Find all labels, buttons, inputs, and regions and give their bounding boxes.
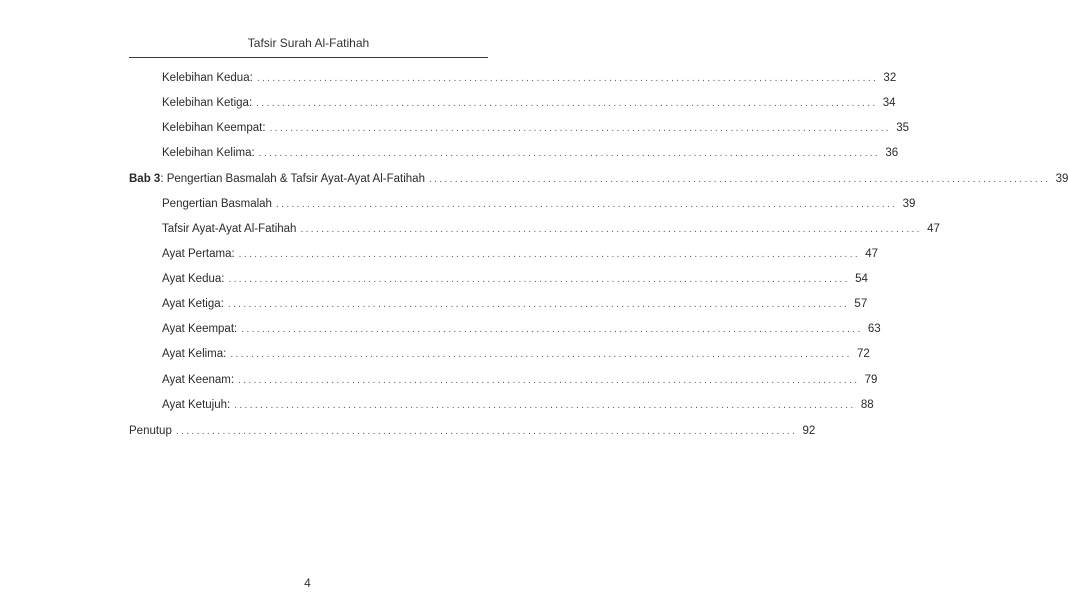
toc-entry-ayat-keenam xyxy=(162,374,878,390)
toc-entry-page: 47 xyxy=(865,248,879,260)
dot-leader: ........................................................................................................................ xyxy=(238,375,860,386)
dot-leader: ........................................................................................................................ xyxy=(238,249,861,260)
toc-entry-ayat-kedua xyxy=(162,273,868,289)
toc-entry-page: 34 xyxy=(882,97,896,109)
toc-entry-ayat-kelima xyxy=(162,348,870,364)
toc-entry-pengertian-basmalah xyxy=(162,198,916,214)
toc-entry-page: 72 xyxy=(856,348,870,360)
dot-leader: ........................................................................................................................ xyxy=(227,299,850,310)
dot-leader: ........................................................................................................................ xyxy=(256,98,878,109)
toc-entry-page: 36 xyxy=(885,147,899,159)
dot-leader: ........................................................................................................................ xyxy=(269,123,891,134)
toc-entry-label: Ayat Pertama: xyxy=(162,248,235,260)
toc-entry-label: Kelebihan Kedua: xyxy=(162,72,253,84)
toc-entry-page: 32 xyxy=(883,72,897,84)
dot-leader: ........................................................................................................................ xyxy=(175,426,798,437)
dot-leader: ........................................................................................................................ xyxy=(230,349,852,360)
toc-entry-label: Ayat Kedua: xyxy=(162,273,225,285)
toc-entry-kelebihan-keempat xyxy=(162,122,909,138)
toc-entry-label: Pengertian Basmalah xyxy=(162,198,272,210)
toc-entry-page: 79 xyxy=(864,374,878,386)
toc-entry-page: 35 xyxy=(896,122,909,134)
toc-entry-label: Kelebihan Keempat: xyxy=(162,122,266,134)
toc-entry-ayat-ketiga xyxy=(162,298,868,314)
toc-entry-label: Kelebihan Kelima: xyxy=(162,147,255,159)
toc-entry-page: 92 xyxy=(802,425,816,437)
dot-leader: ........................................................................................................................ xyxy=(275,199,898,210)
dot-leader: ........................................................................................................................ xyxy=(241,324,863,335)
toc-entry-page: 39 xyxy=(902,198,916,210)
toc-entry-label: Penutup xyxy=(129,425,172,437)
header-rule xyxy=(129,57,488,58)
toc-entry-label: Ayat Keempat: xyxy=(162,323,238,335)
toc-entry-page: 63 xyxy=(867,323,881,335)
toc-entry-bab-3 xyxy=(129,173,1068,189)
dot-leader: ........................................................................................................................ xyxy=(258,148,881,159)
toc-entry-tafsir-ayat xyxy=(162,223,940,239)
toc-entry-label: Ayat Ketujuh: xyxy=(162,399,231,411)
dot-leader: ........................................................................................................................ xyxy=(256,73,879,84)
toc-entry-ayat-ketujuh xyxy=(162,399,874,415)
toc-entry-penutup xyxy=(129,425,816,441)
toc-entry-kelebihan-kedua xyxy=(162,72,897,88)
toc-entry-label: Kelebihan Ketiga: xyxy=(162,97,253,109)
toc-entry-page: 57 xyxy=(854,298,868,310)
dot-leader: ........................................................................................................................ xyxy=(234,400,856,411)
running-header: Tafsir Surah Al-Fatihah xyxy=(247,36,370,50)
toc-entry-label: Ayat Kelima: xyxy=(162,348,227,360)
toc-entry-page: 39 xyxy=(1055,173,1068,185)
chapter-title: : Pengertian Basmalah & Tafsir Ayat-Ayat Al-Fatihah xyxy=(160,173,425,185)
toc-entry-kelebihan-kelima xyxy=(162,147,899,163)
chapter-number: Bab 3 xyxy=(129,173,161,185)
toc-entry-ayat-keempat xyxy=(162,323,881,339)
toc-entry-label: Ayat Ketiga: xyxy=(162,298,224,310)
toc-entry-label: Tafsir Ayat-Ayat Al-Fatihah xyxy=(162,223,297,235)
toc-entry-ayat-pertama xyxy=(162,248,879,264)
toc-entry-page: 54 xyxy=(855,273,868,285)
toc-entry-label xyxy=(129,173,425,185)
dot-leader: ........................................................................................................................ xyxy=(228,274,850,285)
page-number: 4 xyxy=(304,576,311,590)
toc-entry-kelebihan-ketiga xyxy=(162,97,896,113)
toc-entry-page: 88 xyxy=(860,399,874,411)
toc-entry-label: Ayat Keenam: xyxy=(162,374,235,386)
toc-entry-page: 47 xyxy=(927,223,940,235)
dot-leader: ........................................................................................................................ xyxy=(428,174,1051,185)
dot-leader: ........................................................................................................................ xyxy=(300,224,922,235)
